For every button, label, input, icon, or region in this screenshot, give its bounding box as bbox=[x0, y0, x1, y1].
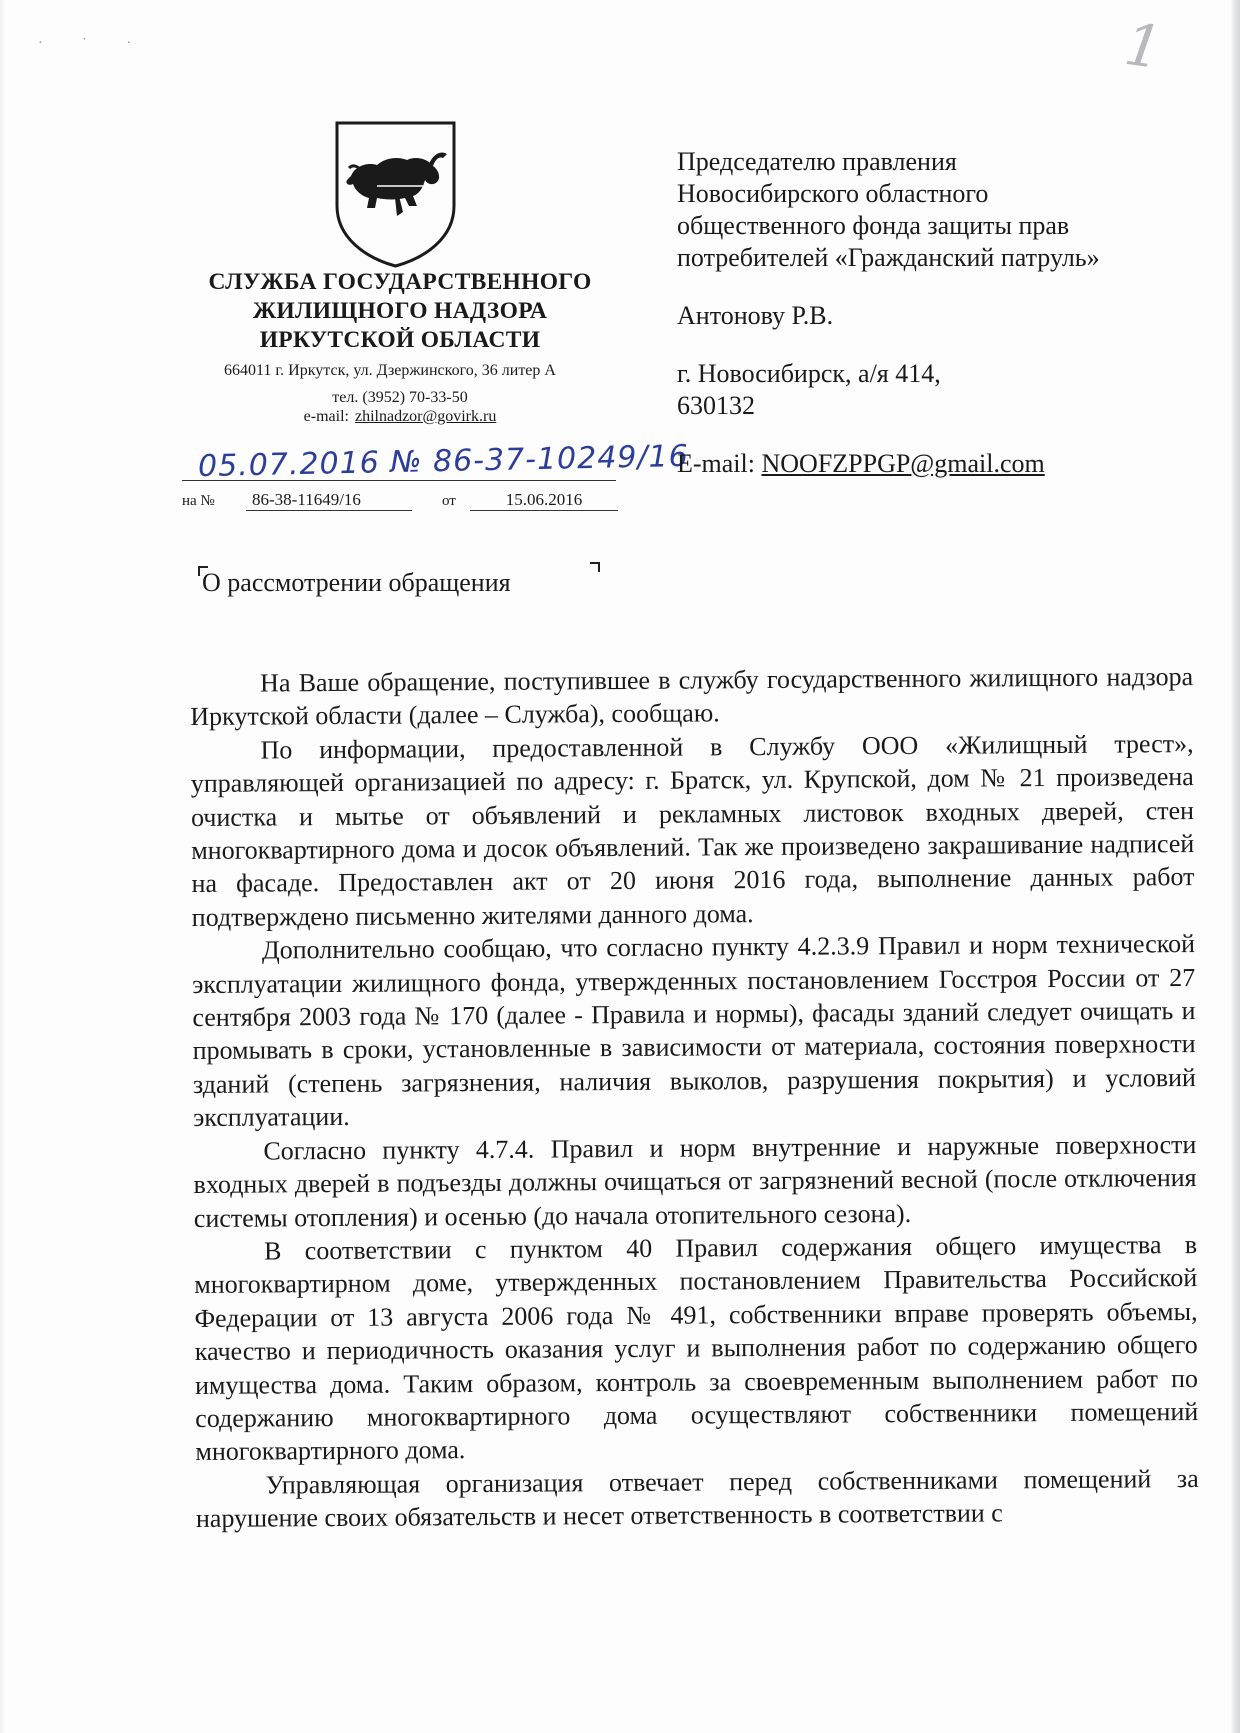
organization-email-link[interactable]: zhilnadzor@govirk.ru bbox=[354, 408, 497, 425]
addressee-address-line: г. Новосибирск, а/я 414, bbox=[677, 359, 941, 388]
addressee-email bbox=[677, 448, 1197, 480]
scan-edge-right bbox=[1230, 0, 1240, 1733]
organization-address: 664011 г. Иркутск, ул. Дзержинского, 36 литер А bbox=[224, 362, 556, 379]
reply-to-date: 15.06.2016 bbox=[470, 490, 618, 511]
addressee-block bbox=[677, 146, 1197, 480]
reply-to-number: 86-38-11649/16 bbox=[246, 490, 412, 511]
body-paragraph: В соответствии с пунктом 40 Правил содержания общего имущества в многоквартирном доме, утвержденных постановлением Правительства Российской Федерации от 13 августа 2006 года № 491, собственники вправе проверять объемы, качество и периодичность оказания услуг и выполнения работ по содержанию общего имущества дома. Таким образом, контроль за своевременным выполнением работ по содержанию многоквартирного дома осуществляют собственники помещений многоквартирного дома. bbox=[194, 1229, 1199, 1467]
coat-of-arms-icon bbox=[333, 120, 458, 268]
body-paragraph: Согласно пункту 4.7.4. Правил и норм внутренние и наружные поверхности входных дверей в подъезды должны очищаться от загрязнений весной (после отключения системы отопления) и осенью (до начала отопительного сезона). bbox=[193, 1129, 1197, 1233]
organization-name-line: ИРКУТСКОЙ ОБЛАСТИ bbox=[259, 327, 541, 353]
body-paragraph: Дополнительно сообщаю, что согласно пункту 4.2.3.9 Правил и норм технической эксплуатации жилищного фонда, утвержденных постановлением Госстроя России от 27 сентября 2003 года № 170 (далее - Правила и нормы), фасады зданий следует очищать и промывать в сроки, установленные в зависимости от материала, состояния поверхности зданий (степень загрязнения, наличия выколов, разрушения покрытия) и условий эксплуатации. bbox=[192, 929, 1196, 1133]
addressee-line: потребителей «Гражданский патруль» bbox=[677, 243, 1100, 272]
body-paragraph: Управляющая организация отвечает перед собственниками помещений за нарушение своих обязательств и несет ответственность в соответствии с bbox=[195, 1463, 1199, 1534]
organization-name bbox=[170, 268, 630, 355]
body-paragraph: На Ваше обращение, поступившее в службу государственного жилищного надзора Иркутской области (далее – Служба), сообщаю. bbox=[190, 661, 1194, 732]
addressee-name: Антонову Р.В. bbox=[677, 301, 834, 330]
registration-underline bbox=[182, 480, 616, 481]
addressee-address-line: 630132 bbox=[677, 391, 755, 420]
organization-name-line: СЛУЖБА ГОСУДАРСТВЕННОГО bbox=[208, 269, 592, 295]
page-number: 1 bbox=[1120, 9, 1167, 83]
addressee-line: общественного фонда защиты прав bbox=[677, 211, 1070, 240]
addressee-line: Новосибирского областного bbox=[677, 179, 989, 208]
letter-subject: О рассмотрении обращения bbox=[202, 568, 511, 597]
scan-edge-left bbox=[0, 0, 6, 1733]
reply-to-label: на № bbox=[182, 493, 215, 509]
reply-reference bbox=[182, 490, 622, 514]
letter-body bbox=[190, 660, 1199, 1536]
body-paragraph: По информации, предоставленной в Службу ООО «Жилищный трест», управляющей организацией по адресу: г. Братск, ул. Крупской, дом № 21 произведена очистка и мытье от объявлений и рекламных листовок входных дверей, стен многоквартирного дома и досок объявлений. Так же произведено закрашивание надписей на фасаде. Предоставлен акт от 20 июня 2016 года, выполнение данных работ подтверждено письменно жителями данного дома. bbox=[190, 728, 1195, 932]
organization-email-label: e-mail: bbox=[303, 408, 349, 425]
organization-email bbox=[170, 408, 630, 426]
handwritten-registration: 05.07.2016 № 86-37-10249/16 bbox=[197, 438, 690, 485]
addressee-email-label: E-mail: bbox=[677, 449, 755, 478]
scan-specks: · ˙ · bbox=[38, 36, 149, 51]
organization-phone: тел. (3952) 70-33-50 bbox=[332, 389, 468, 406]
addressee-line: Председателю правления bbox=[677, 147, 957, 176]
addressee-email-link[interactable]: NOOFZPPGP@gmail.com bbox=[761, 449, 1045, 478]
organization-name-line: ЖИЛИЩНОГО НАДЗОРА bbox=[252, 298, 548, 324]
reply-date-label: от bbox=[442, 493, 456, 509]
subject-corner-right bbox=[590, 562, 600, 572]
